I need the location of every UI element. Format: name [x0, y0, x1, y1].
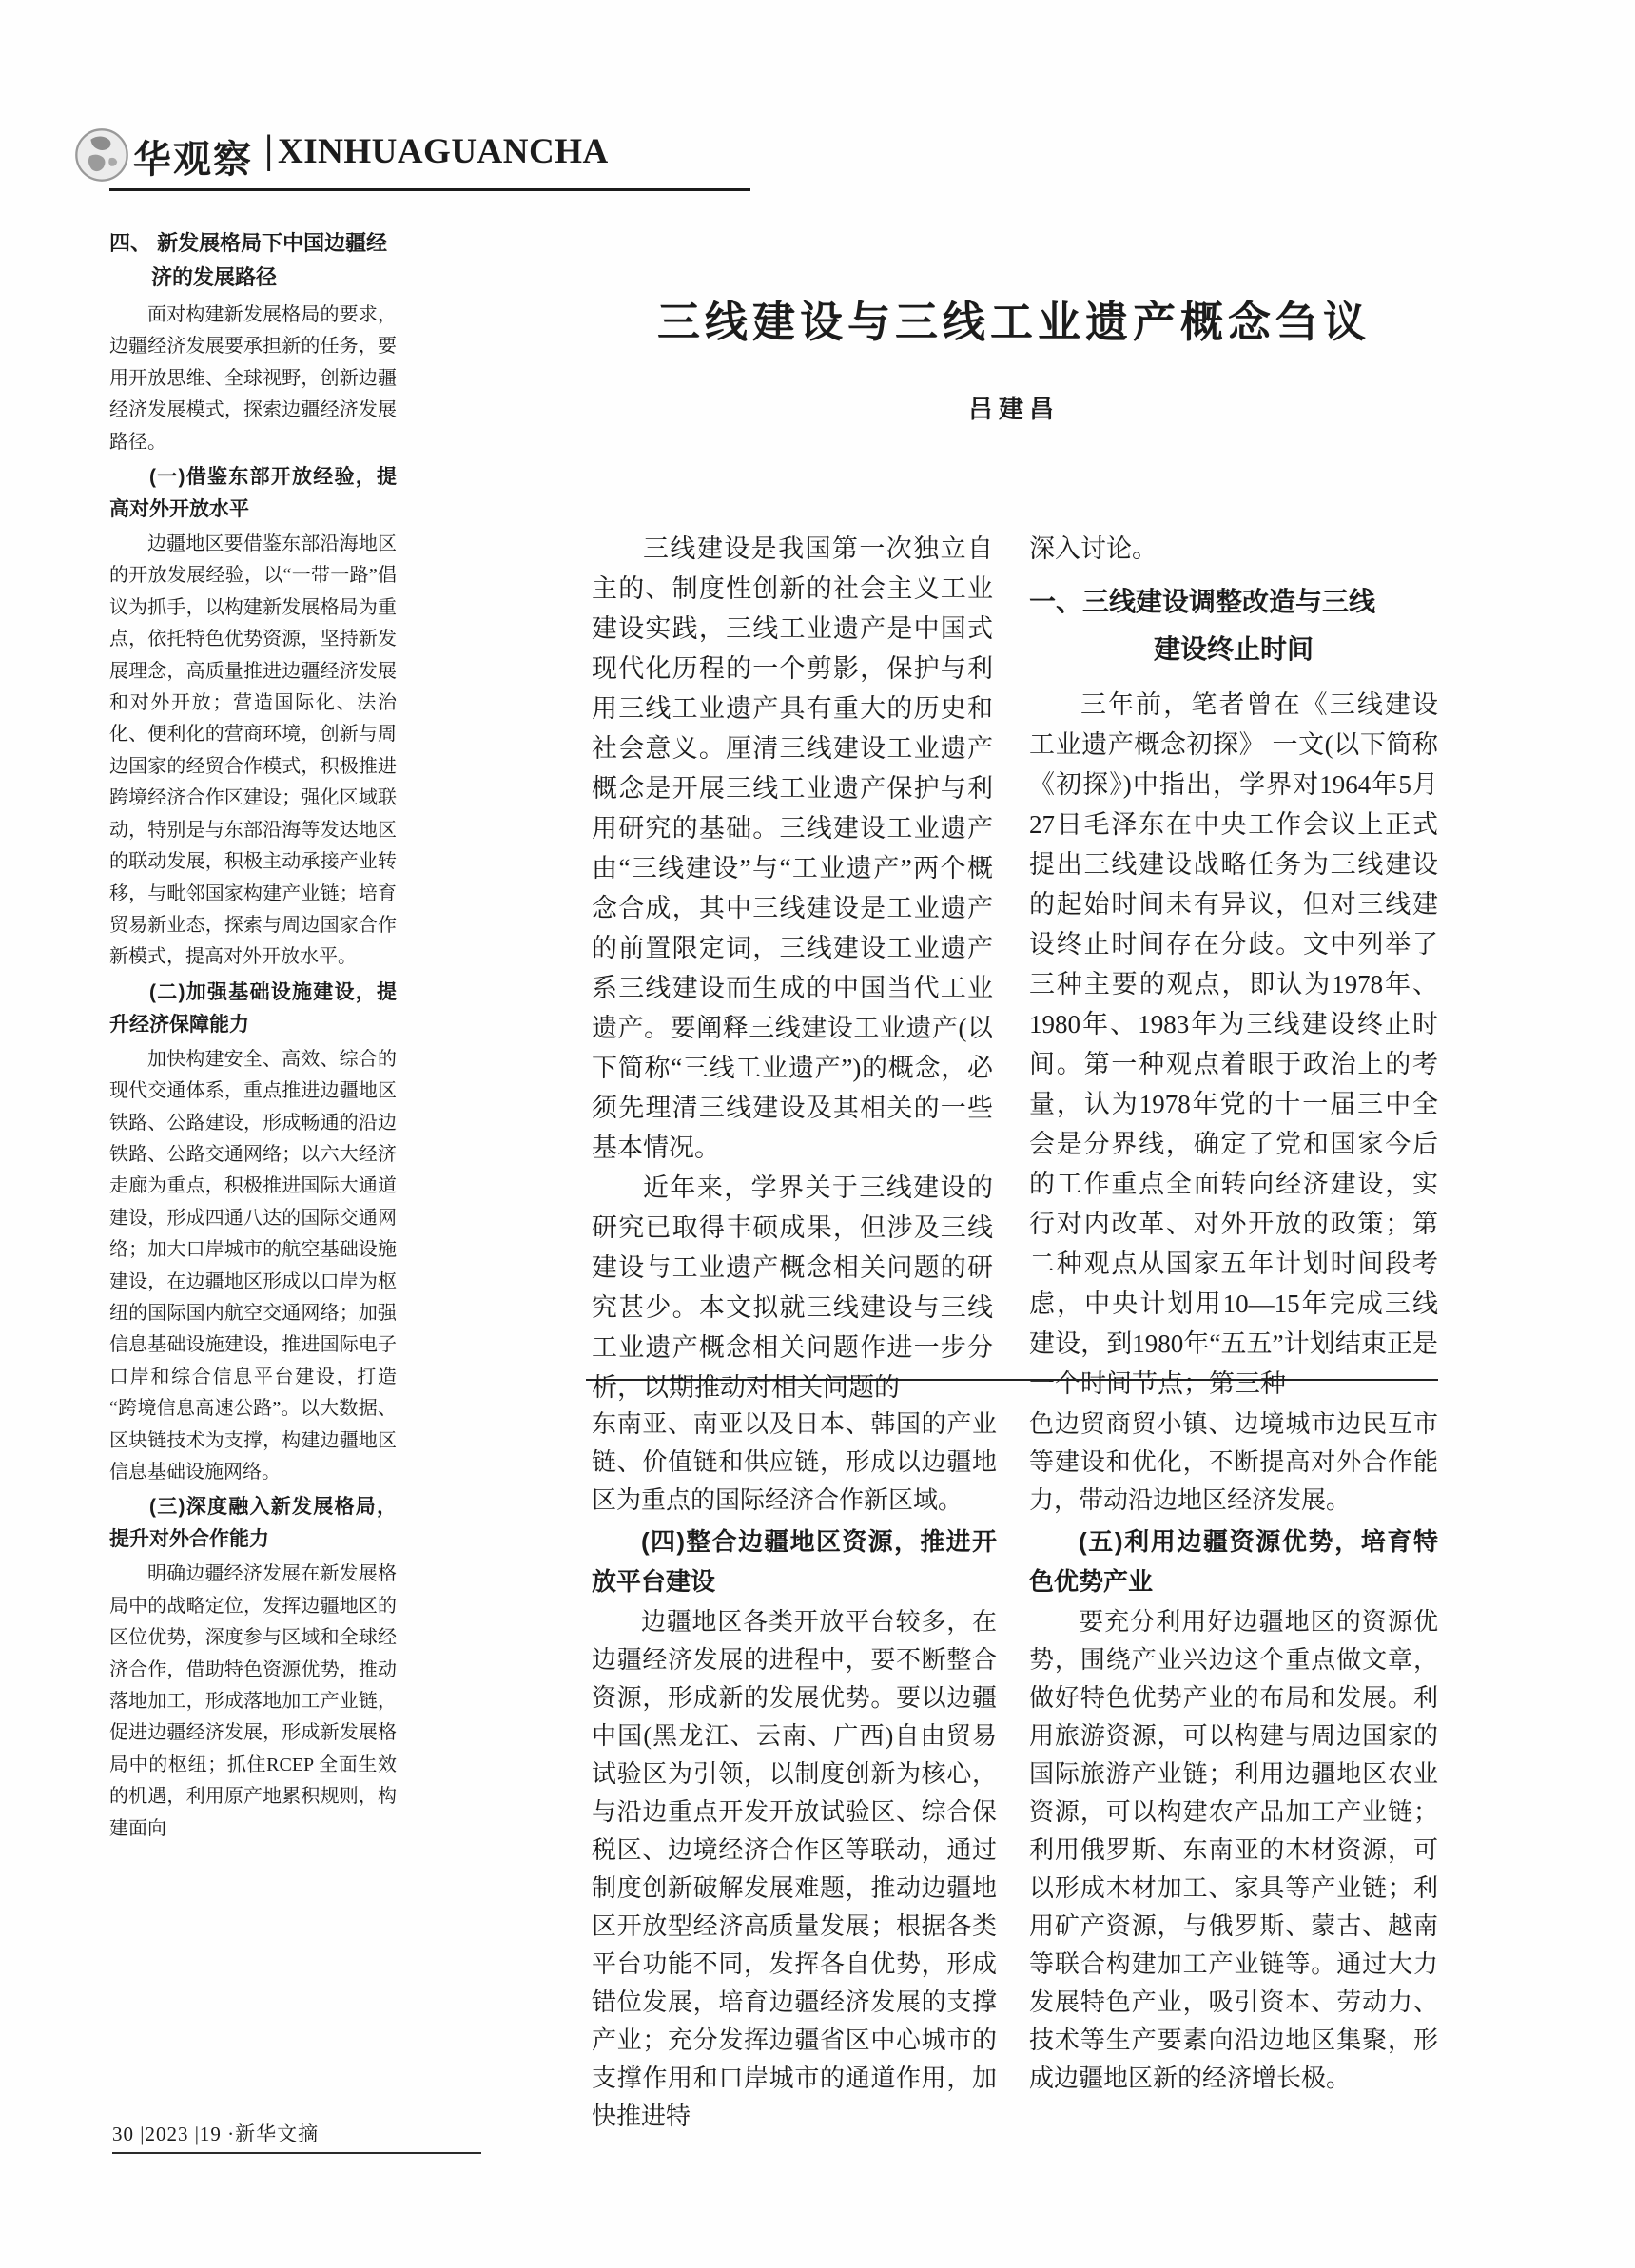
subsection-4-body: 边疆地区各类开放平台较多，在边疆经济发展的进程中，要不断整合资源，形成新的发展优势。要以边疆中国(黑龙江、云南、广西)自由贸易试验区为引领，以制度创新为核心，与沿边重点开发开放试验区、综合保税区、边境经济合作区等联动，通过制度创新破解发展难题，推动边疆地区开放型经济高质量发展；根据各类平台功能不同，发挥各自优势，形成错位发展，培育边疆经济发展的支撑产业；充分发挥边疆省区中心城市的支撑作用和口岸城市的通道作用，加快推进特	[592, 1608, 997, 2130]
brand-english: XINHUAGUANCHA	[278, 132, 609, 171]
article-section-1-heading	[1029, 578, 1438, 673]
page-footer	[112, 2119, 481, 2154]
left-intro-paragraph: 面对构建新发展格局的要求，边疆经济发展要承担新的任务，要用开放思维、全球视野，创新边疆经济发展模式，探索边疆经济发展路径。	[109, 304, 397, 453]
page-number-and-issue: 30 |2023 |19 ·新华文摘	[112, 2119, 481, 2154]
article-column-2	[1029, 529, 1438, 1404]
subsection-2-title: (二)加强基础设施建设，提升经济保障能力	[109, 980, 397, 1036]
bottom-right-continuation: 色边贸商贸小镇、边境城市边民互市等建设和优化，不断提高对外合作能力，带动沿边地区经济发展。	[1029, 1410, 1438, 1514]
bottom-middle-column	[592, 1405, 997, 2136]
article-section-1-heading-line1: 一、三线建设调整改造与三线	[1029, 587, 1376, 616]
section-4-heading	[109, 226, 397, 295]
bottom-right-column	[1029, 1405, 1438, 2098]
article-section-1-heading-line2: 建设终止时间	[1153, 634, 1314, 664]
section-4-heading-line2: 济的发展路径	[151, 265, 278, 289]
article-paragraph-2-continued: 深入讨论。	[1029, 534, 1158, 563]
article-column-1	[592, 529, 993, 1407]
article-author: 吕建昌	[967, 395, 1060, 423]
article-paragraph-1: 三线建设是我国第一次独立自主的、制度性创新的社会主义工业建设实践，三线工业遗产是中国式现代化历程的一个剪影，保护与利用三线工业遗产具有重大的历史和社会意义。厘清三线建设工业遗产概念是开展三线工业遗产保护与利用研究的基础。三线建设工业遗产由“三线建设”与“工业遗产”两个概念合成，其中三线建设是工业遗产的前置限定词，三线建设工业遗产系三线建设而生成的中国当代工业遗产。要阐释三线建设工业遗产(以下简称“三线工业遗产”)的概念，必须先理清三线建设及其相关的一些基本情况。	[592, 534, 993, 1162]
globe-icon	[74, 127, 129, 183]
article-section-1-paragraph: 三年前，笔者曾在《三线建设工业遗产概念初探》 一文(以下简称《初探》)中指出，学界对1964年5月27日毛泽东在中央工作会议上正式提出三线建设战略任务为三线建设的起始时间未有异议，但对三线建设终止时间存在分歧。文中列举了三种主要的观点，即认为1978年、1980年、1983年为三线建设终止时间。第一种观点着眼于政治上的考量，认为1978年党的十一届三中全会是分界线，确定了党和国家今后的工作重点全面转向经济建设，实行对内改革、对外开放的政策；第二种观点从国家五年计划时间段考虑，中央计划用10—15年完成三线建设，到1980年“五五”计划结束正是一个时间节点；第三种	[1029, 690, 1438, 1398]
brand-divider: |	[264, 128, 274, 172]
subsection-3-title: (三)深度融入新发展格局，提升对外合作能力	[109, 1496, 397, 1551]
subsection-5-body: 要充分利用好边疆地区的资源优势，围绕产业兴边这个重点做文章，做好特色优势产业的布局和发展。利用旅游资源，可以构建与周边国家的国际旅游产业链；利用边疆地区农业资源，可以构建农产品加工产业链；利用俄罗斯、东南亚的木材资源，可以形成木材加工、家具等产业链；利用矿产资源，与俄罗斯、蒙古、越南等联合构建加工产业链等。通过大力发展特色产业，吸引资本、劳动力、技术等生产要素向沿边地区集聚，形成边疆地区新的经济增长极。	[1029, 1608, 1438, 2092]
section-4-heading-line1: 四、 新发展格局下中国边疆经	[109, 231, 388, 255]
subsection-1-body: 边疆地区要借鉴东部沿海地区的开放发展经验，以“一带一路”倡议为抓手，以构建新发展格局为重点，依托特色优势资源，坚持新发展理念，高质量推进边疆经济发展和对外开放；营造国际化、法治化、便利化的营商环境，创新与周边国家的经贸合作模式，积极推进跨境经济合作区建设；强化区域联动，特别是与东部沿海等发达地区的联动发展，积极主动承接产业转移，与毗邻国家构建产业链；培育贸易新业态，探索与周边国家合作新模式，提高对外开放水平。	[109, 533, 397, 968]
subsection-5-title: (五)利用边疆资源优势，培育特色优势产业	[1029, 1527, 1438, 1596]
left-column	[109, 226, 397, 1845]
subsection-4-title: (四)整合边疆地区资源，推进开放平台建设	[592, 1527, 997, 1596]
article-divider-rule	[586, 1379, 1438, 1381]
subsection-2-body: 加快构建安全、高效、综合的现代交通体系，重点推进边疆地区铁路、公路建设，形成畅通的沿边铁路、公路交通网络；以六大经济走廊为重点，积极推进国际大通道建设，形成四通八达的国际交通网络；加大口岸城市的航空基础设施建设，在边疆地区形成以口岸为枢纽的国际国内航空交通网络；加强信息基础设施建设，推进国际电子口岸和综合信息平台建设，打造“跨境信息高速公路”。以大数据、区块链技术为支撑，构建边疆地区信息基础设施网络。	[109, 1048, 397, 1483]
bottom-middle-continuation: 东南亚、南亚以及日本、韩国的产业链、价值链和供应链，形成以边疆地区为重点的国际经济合作新区域。	[592, 1410, 997, 1514]
brand-chinese: 华观察	[133, 138, 253, 181]
header-rule	[109, 188, 750, 191]
subsection-3-body: 明确边疆经济发展在新发展格局中的战略定位，发挥边疆地区的区位优势，深度参与区域和全球经济合作，借助特色资源优势，推动落地加工，形成落地加工产业链，促进边疆经济发展，形成新发展格局中的枢纽；抓住RCEP 全面生效的机遇，利用原产地累积规则，构建面向	[109, 1563, 397, 1839]
article-title: 三线建设与三线工业遗产概念刍议	[656, 299, 1371, 347]
subsection-1-title: (一)借鉴东部开放经验，提高对外开放水平	[109, 466, 397, 521]
article-paragraph-2: 近年来，学界关于三线建设的研究已取得丰硕成果，但涉及三线建设与工业遗产概念相关问题的研究甚少。本文拟就三线建设与三线工业遗产概念相关问题作进一步分析，以期推动对相关问题的	[592, 1173, 993, 1402]
